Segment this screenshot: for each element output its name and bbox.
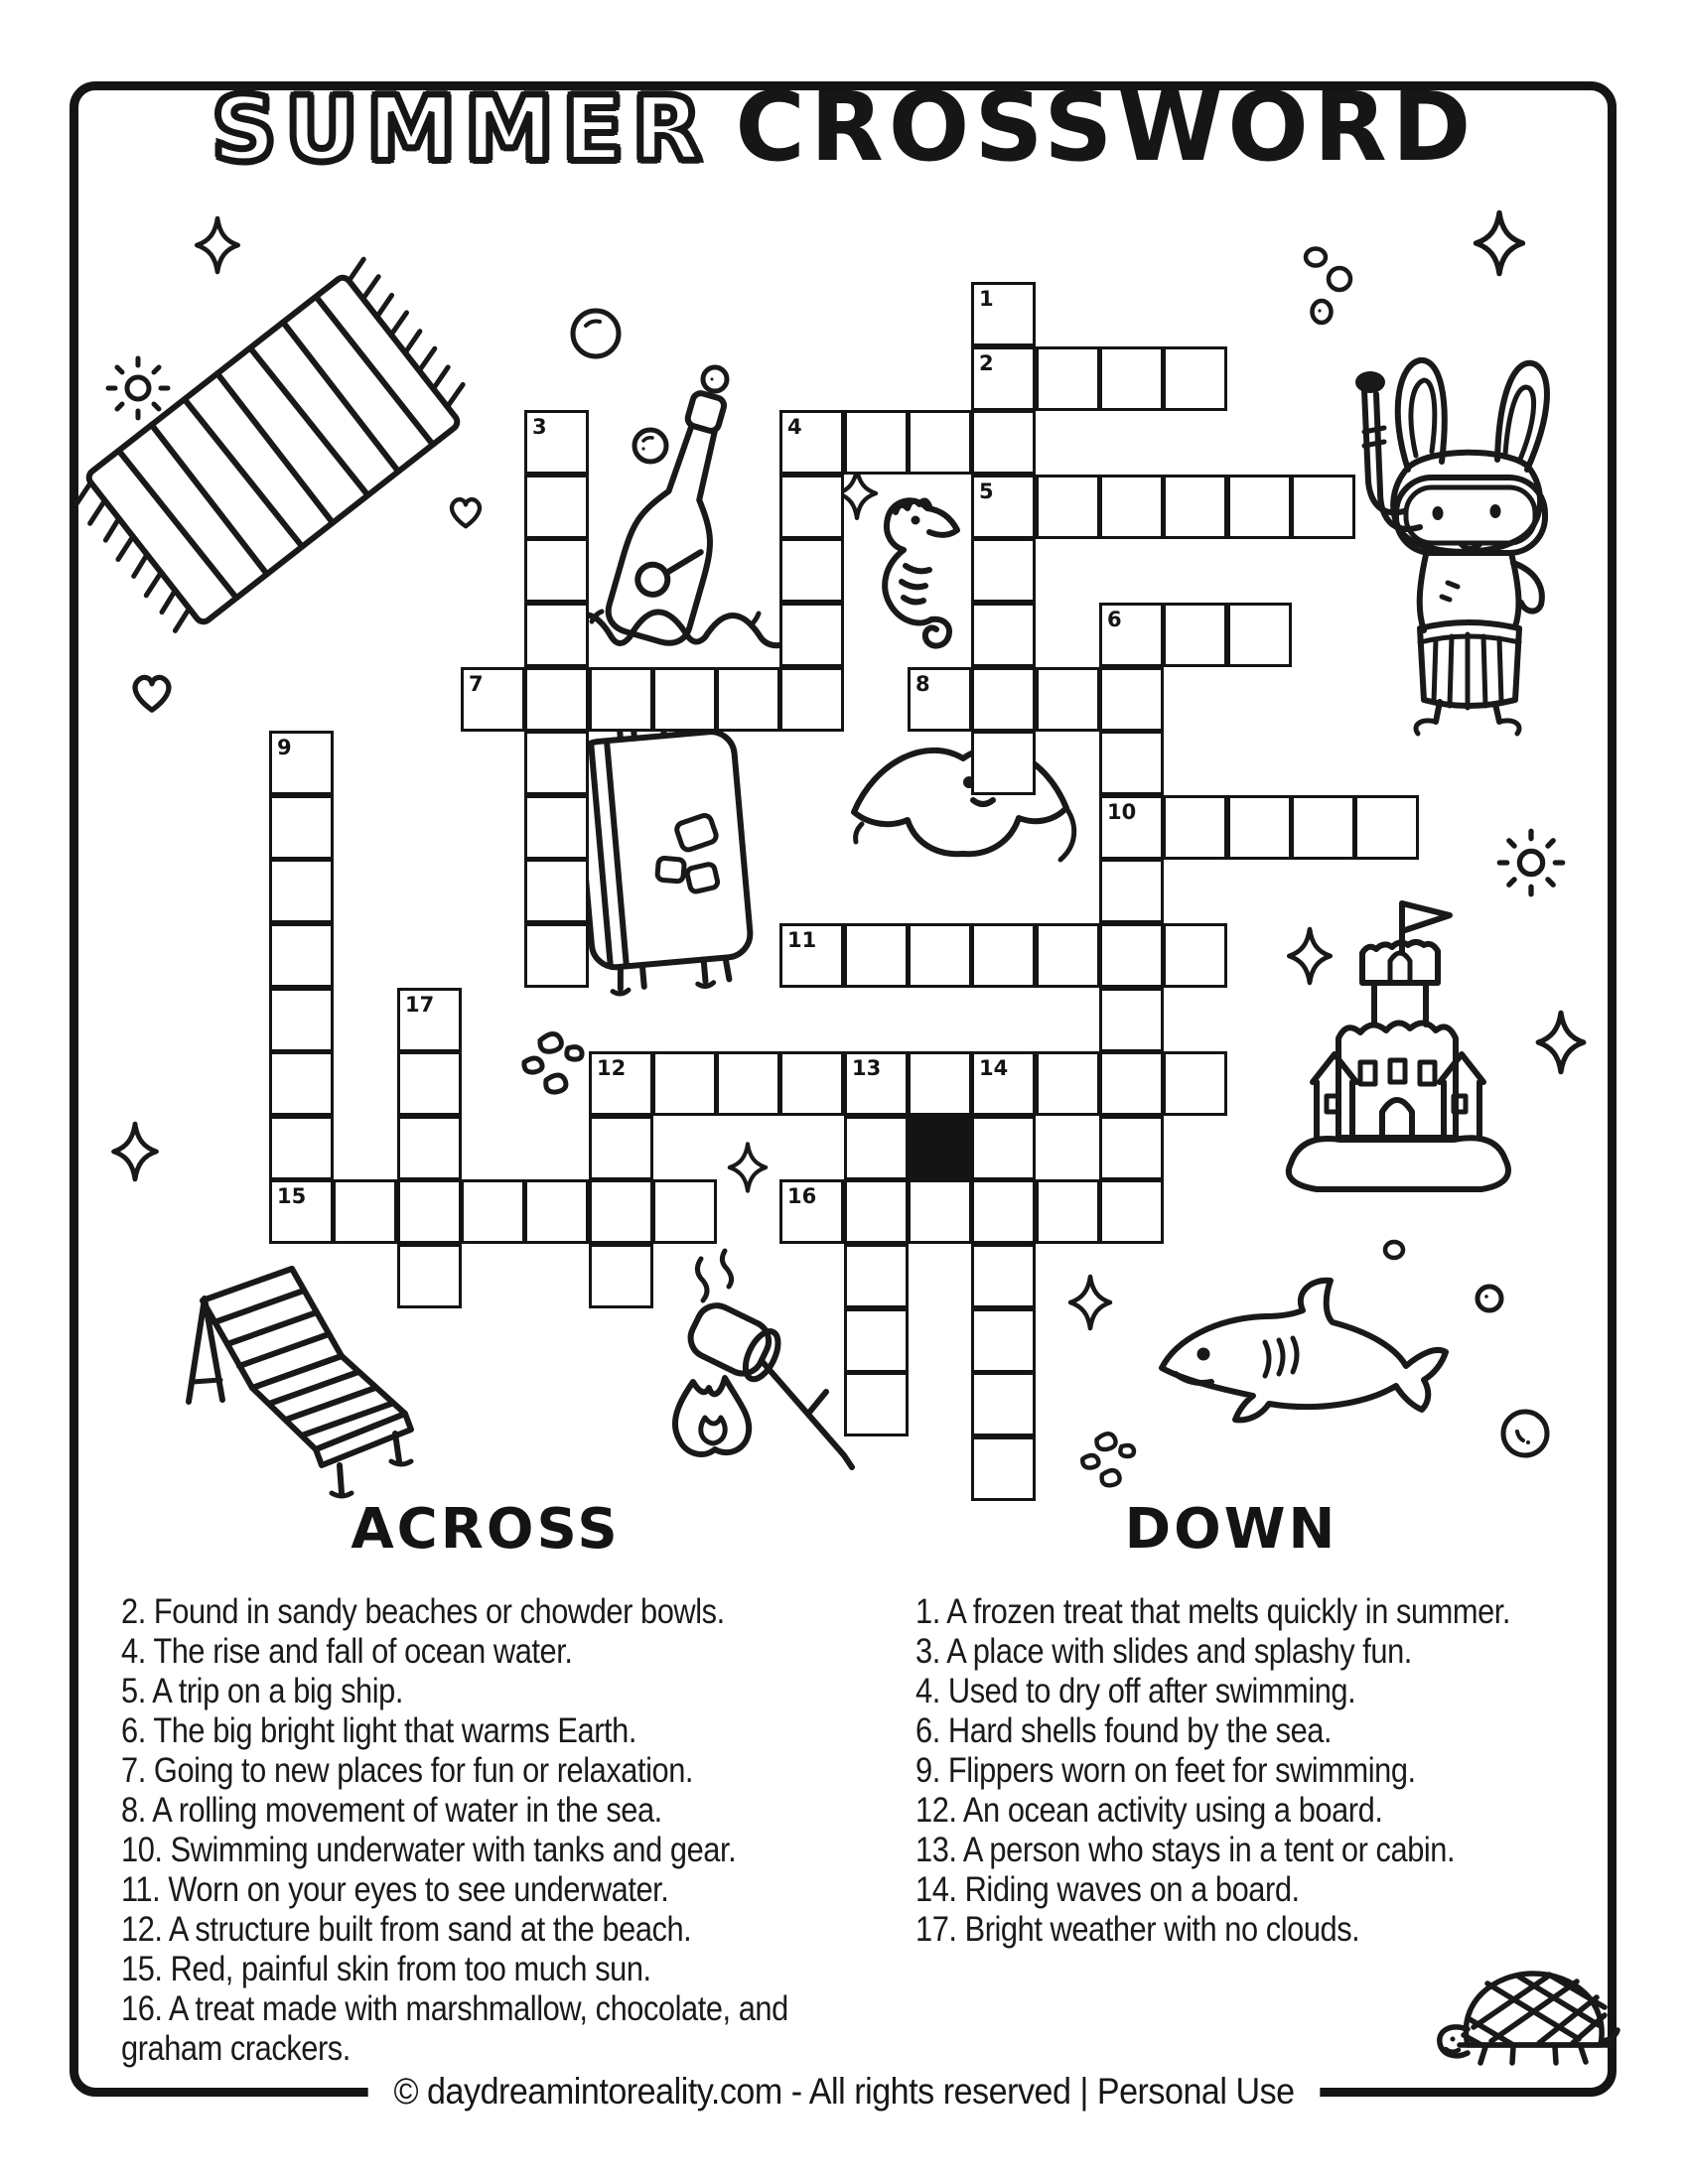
grid-cell[interactable] (269, 795, 334, 860)
bubble-icon (1497, 1406, 1553, 1461)
grid-cell[interactable] (971, 731, 1036, 795)
heart-icon (447, 492, 485, 532)
grid-cell[interactable] (1036, 1179, 1100, 1244)
grid-cell[interactable] (397, 1244, 462, 1308)
sparkle-icon (195, 216, 240, 274)
clue-number: 15 (277, 1184, 307, 1208)
grid-cell[interactable] (844, 1372, 909, 1436)
grid-cell[interactable] (971, 667, 1036, 732)
sandcastle-icon (1243, 884, 1556, 1231)
grid-cell[interactable] (908, 410, 972, 475)
bubble-icon (1382, 1239, 1406, 1261)
grid-cell[interactable] (397, 1116, 462, 1180)
grid-cell[interactable] (844, 923, 909, 988)
clue-item: 12. An ocean activity using a board. (915, 1791, 1383, 1830)
grid-cell[interactable] (1036, 923, 1100, 988)
sparkle-icon (1068, 1275, 1112, 1330)
clue-item: 15. Red, painful skin from too much sun. (121, 1950, 651, 1988)
clue-item: 14. Riding waves on a board. (915, 1870, 1300, 1909)
message-bottle-icon (556, 377, 804, 675)
grid-cell[interactable] (1099, 1116, 1164, 1180)
grid-cell[interactable] (269, 1116, 334, 1180)
grid-cell[interactable] (844, 1051, 909, 1116)
grid-cell[interactable] (844, 1308, 909, 1373)
grid-cell[interactable] (971, 475, 1036, 539)
grid-cell[interactable] (524, 667, 589, 732)
grid-cell[interactable] (1227, 795, 1292, 860)
clue-item: 11. Worn on your eyes to see underwater. (121, 1870, 669, 1909)
across-clues (121, 1592, 794, 2069)
grid-cell[interactable] (971, 282, 1036, 346)
grid-cell[interactable] (269, 923, 334, 988)
clue-item: 4. Used to dry off after swimming. (915, 1672, 1356, 1710)
grid-cell[interactable] (1163, 346, 1227, 411)
page-title (0, 71, 1688, 183)
across-header: ACROSS (351, 1497, 621, 1562)
bubble-icon (1325, 264, 1354, 294)
blocked-cell (908, 1116, 972, 1180)
grid-cell[interactable] (779, 923, 844, 988)
grid-cell[interactable] (779, 1179, 844, 1244)
clue-number: 2 (979, 351, 994, 375)
grid-cell[interactable] (1227, 475, 1292, 539)
grid-cell[interactable] (524, 731, 589, 795)
clue-number: 5 (979, 479, 994, 503)
grid-cell[interactable] (589, 1116, 653, 1180)
seahorse-icon (858, 482, 977, 671)
grid-cell[interactable] (1354, 795, 1419, 860)
grid-cell[interactable] (908, 667, 972, 732)
grid-cell[interactable] (524, 859, 589, 923)
grid-cell[interactable] (524, 475, 589, 539)
grid-cell[interactable] (397, 1179, 462, 1244)
grid-cell[interactable] (971, 1051, 1036, 1116)
clue-item: 13. A person who stays in a tent or cabin. (915, 1831, 1456, 1869)
grid-cell[interactable] (971, 410, 1036, 475)
grid-cell[interactable] (269, 1051, 334, 1116)
grid-cell[interactable] (524, 538, 589, 603)
grid-cell[interactable] (1227, 603, 1292, 667)
grid-cell[interactable] (269, 1179, 334, 1244)
grid-cell[interactable] (652, 1179, 717, 1244)
down-header: DOWN (1124, 1497, 1338, 1562)
grid-cell[interactable] (524, 603, 589, 667)
grid-cell[interactable] (1099, 667, 1164, 732)
clue-item: 16. A treat made with marshmallow, chocolate, and graham crackers. (121, 1989, 788, 2068)
grid-cell[interactable] (397, 988, 462, 1052)
grid-cell[interactable] (779, 667, 844, 732)
grid-cell[interactable] (1036, 346, 1100, 411)
bubble-icon (1474, 1283, 1505, 1314)
grid-cell[interactable] (524, 1179, 589, 1244)
clue-number: 10 (1107, 800, 1137, 824)
grid-cell[interactable] (524, 795, 589, 860)
grid-cell[interactable] (1099, 859, 1164, 923)
grid-cell[interactable] (1291, 475, 1355, 539)
shark-icon (1146, 1271, 1459, 1454)
grid-cell[interactable] (971, 538, 1036, 603)
clue-number: 4 (787, 415, 802, 439)
clue-item: 8. A rolling movement of water in the sea. (121, 1791, 662, 1830)
grid-cell[interactable] (524, 923, 589, 988)
grid-cell[interactable] (779, 475, 844, 539)
clue-item: 7. Going to new places for fun or relaxation. (121, 1751, 694, 1790)
clue-number: 1 (979, 287, 994, 311)
grid-cell[interactable] (1099, 731, 1164, 795)
grid-cell[interactable] (1099, 988, 1164, 1052)
clue-item: 12. A structure built from sand at the beach. (121, 1910, 692, 1949)
sun-icon (103, 353, 173, 423)
grid-cell[interactable] (844, 1116, 909, 1180)
title-crossword: CROSSWORD (735, 71, 1477, 183)
grid-cell[interactable] (844, 410, 909, 475)
grid-cell[interactable] (971, 603, 1036, 667)
sparkle-icon (111, 1122, 159, 1181)
grid-cell[interactable] (1163, 795, 1227, 860)
clue-item: 10. Swimming underwater with tanks and gear. (121, 1831, 737, 1869)
grid-cell[interactable] (1036, 475, 1100, 539)
grid-cell[interactable] (971, 1372, 1036, 1436)
clue-number: 9 (277, 736, 292, 759)
grid-cell[interactable] (1099, 346, 1164, 411)
heart-icon (129, 671, 175, 715)
clue-number: 16 (787, 1184, 817, 1208)
bubble-icon (568, 306, 624, 361)
grid-cell[interactable] (844, 1244, 909, 1308)
grid-cell[interactable] (1291, 795, 1355, 860)
grid-cell[interactable] (1099, 1179, 1164, 1244)
clue-item: 17. Bright weather with no clouds. (915, 1910, 1360, 1949)
grid-cell[interactable] (269, 731, 334, 795)
splash-icon (510, 1023, 598, 1112)
footer (0, 2071, 1688, 2113)
grid-cell[interactable] (716, 1051, 780, 1116)
clue-number: 12 (597, 1056, 627, 1080)
grid-cell[interactable] (269, 988, 334, 1052)
grid-cell[interactable] (269, 859, 334, 923)
grid-cell[interactable] (524, 410, 589, 475)
beach-towel-icon (60, 256, 496, 653)
grid-cell[interactable] (1163, 603, 1227, 667)
grid-cell[interactable] (589, 1244, 653, 1308)
grid-cell[interactable] (589, 667, 653, 732)
grid-cell[interactable] (589, 1179, 653, 1244)
grid-cell[interactable] (1099, 795, 1164, 860)
grid-cell[interactable] (461, 667, 525, 732)
grid-cell[interactable] (652, 1051, 717, 1116)
grid-cell[interactable] (1099, 603, 1164, 667)
clue-item: 9. Flippers worn on feet for swimming. (915, 1751, 1416, 1790)
grid-cell[interactable] (716, 667, 780, 732)
clue-item: 5. A trip on a big ship. (121, 1672, 403, 1710)
clue-number: 11 (787, 928, 817, 952)
grid-cell[interactable] (1163, 923, 1227, 988)
clue-item: 1. A frozen treat that melts quickly in summer. (915, 1592, 1511, 1631)
title-summer: SUMMER (211, 77, 711, 182)
clue-item: 6. The big bright light that warms Earth. (121, 1711, 636, 1750)
clue-number: 6 (1107, 608, 1122, 631)
grid-cell[interactable] (908, 923, 972, 988)
grid-cell[interactable] (844, 1179, 909, 1244)
grid-cell[interactable] (589, 1051, 653, 1116)
grid-cell[interactable] (461, 1179, 525, 1244)
grid-cell[interactable] (779, 538, 844, 603)
clue-number: 13 (852, 1056, 882, 1080)
grid-cell[interactable] (908, 1179, 972, 1244)
turtle-icon (1422, 1950, 1630, 2079)
grid-cell[interactable] (1036, 667, 1100, 732)
grid-cell[interactable] (971, 1116, 1036, 1180)
grid-cell[interactable] (1099, 1051, 1164, 1116)
grid-cell[interactable] (971, 923, 1036, 988)
sparkle-icon (1472, 210, 1527, 276)
clue-number: 14 (979, 1056, 1009, 1080)
grid-cell[interactable] (971, 1436, 1036, 1501)
grid-cell[interactable] (652, 667, 717, 732)
clue-item: 2. Found in sandy beaches or chowder bowls. (121, 1592, 725, 1631)
grid-cell[interactable] (971, 1308, 1036, 1373)
grid-cell[interactable] (333, 1179, 397, 1244)
clue-number: 8 (915, 672, 930, 696)
footer-credit: © daydreamintoreality.com - All rights reserved | Personal Use (368, 2071, 1321, 2113)
clue-number: 3 (532, 415, 547, 439)
grid-cell[interactable] (1163, 475, 1227, 539)
grid-cell[interactable] (1036, 1051, 1100, 1116)
grid-cell[interactable] (779, 603, 844, 667)
grid-cell[interactable] (779, 410, 844, 475)
grid-cell[interactable] (1099, 923, 1164, 988)
grid-cell[interactable] (971, 1244, 1036, 1308)
grid-cell[interactable] (1163, 1051, 1227, 1116)
clue-item: 3. A place with slides and splashy fun. (915, 1632, 1412, 1671)
grid-cell[interactable] (779, 1051, 844, 1116)
grid-cell[interactable] (971, 1179, 1036, 1244)
clue-item: 6. Hard shells found by the sea. (915, 1711, 1333, 1750)
clue-number: 7 (469, 672, 484, 696)
clue-item: 4. The rise and fall of ocean water. (121, 1632, 573, 1671)
clue-number: 17 (405, 993, 435, 1017)
grid-cell[interactable] (908, 1051, 972, 1116)
grid-cell[interactable] (971, 346, 1036, 411)
grid-cell[interactable] (397, 1051, 462, 1116)
splash-icon (1064, 1424, 1154, 1503)
stingray-icon (840, 721, 1083, 904)
grid-cell[interactable] (1099, 475, 1164, 539)
sparkle-icon (728, 1140, 768, 1195)
down-clues (915, 1592, 1527, 1950)
